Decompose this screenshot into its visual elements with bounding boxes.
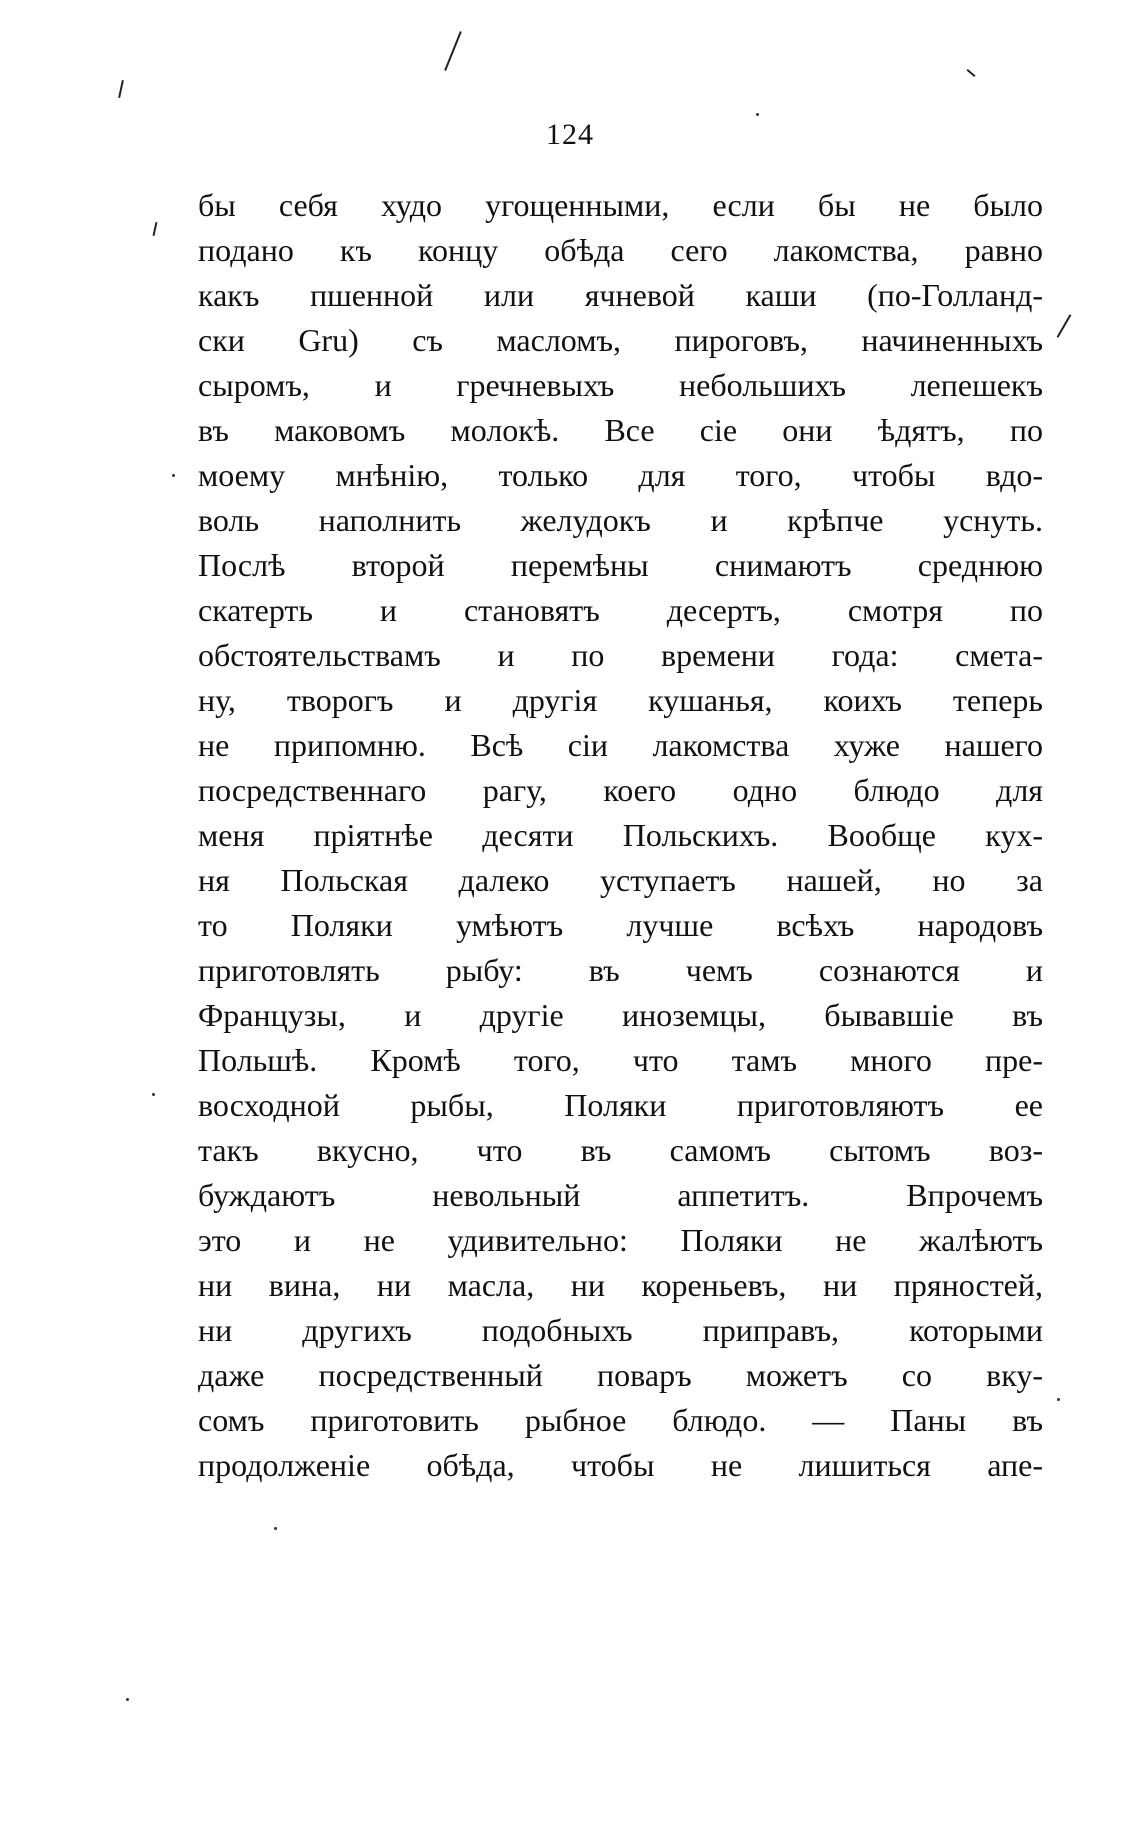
scan-mark [153,222,158,236]
text-line: сыромъ, и гречневыхъ небольшихъ лепешекъ [198,367,1043,403]
text-line: Французы, и другіе иноземцы, бывавшіе въ [198,997,1043,1033]
text-line: буждаютъ невольный аппетитъ. Впрочемъ [198,1177,1043,1213]
text-line: это и не удивительно: Поляки не жалѣютъ [198,1222,1043,1258]
text-line: приготовлять рыбу: въ чемъ сознаются и [198,952,1043,988]
text-line: воль наполнить желудокъ и крѣпче уснуть. [198,502,1043,538]
text-line: ски Gru) съ масломъ, пироговъ, начиненныхъ [198,322,1043,358]
text-line: то Поляки умѣютъ лучше всѣхъ народовъ [198,907,1043,943]
text-line: ня Польская далеко уступаетъ нашей, но за [198,862,1043,898]
text-line: моему мнѣнію, только для того, чтобы вдо- [198,457,1043,493]
text-line: ну, творогъ и другія кушанья, коихъ теперь [198,682,1043,718]
text-line: ни вина, ни масла, ни кореньевъ, ни пряностей, [198,1267,1043,1303]
scan-dot [274,1527,277,1530]
text-line: подано къ концу обѣда сего лакомства, равно [198,232,1043,268]
text-line: скатерть и становятъ десертъ, смотря по [198,592,1043,628]
text-line: ни другихъ подобныхъ приправъ, которыми [198,1312,1043,1348]
text-line: сомъ приготовить рыбное блюдо. — Паны въ [198,1402,1043,1438]
scan-dot [756,113,759,116]
scan-mark [118,80,124,98]
scan-mark [967,69,976,77]
text-line: такъ вкусно, что въ самомъ сытомъ воз- [198,1132,1043,1168]
text-line: Польшѣ. Кромѣ того, что тамъ много пре- [198,1042,1043,1078]
scan-dot [1057,1398,1060,1401]
body-text [198,183,1043,1488]
page-number: 124 [546,118,594,151]
text-line: бы себя худо угощенными, если бы не было [198,187,1043,223]
text-line: какъ пшенной или ячневой каши (по-Голланд- [198,277,1043,313]
text-line: продолженіе обѣда, чтобы не лишиться апе- [198,1447,1043,1483]
text-line: посредственнаго рагу, коего одно блюдо для [198,772,1043,808]
text-line: въ маковомъ молокѣ. Все сіе они ѣдятъ, по [198,412,1043,448]
scan-dot [126,1698,129,1701]
text-line: даже посредственный поваръ можетъ со вку- [198,1357,1043,1393]
text-line: обстоятельствамъ и по времени года: смета- [198,637,1043,673]
scan-dot [172,474,175,477]
scan-dot [152,1093,155,1096]
text-line: не припомню. Всѣ сіи лакомства хуже нашего [198,727,1043,763]
text-line: восходной рыбы, Поляки приготовляютъ ее [198,1087,1043,1123]
text-line: Послѣ второй перемѣны снимаютъ среднюю [198,547,1043,583]
scan-mark [444,31,462,71]
text-line: меня пріятнѣе десяти Польскихъ. Вообще кух- [198,817,1043,853]
scan-mark [1057,314,1072,338]
